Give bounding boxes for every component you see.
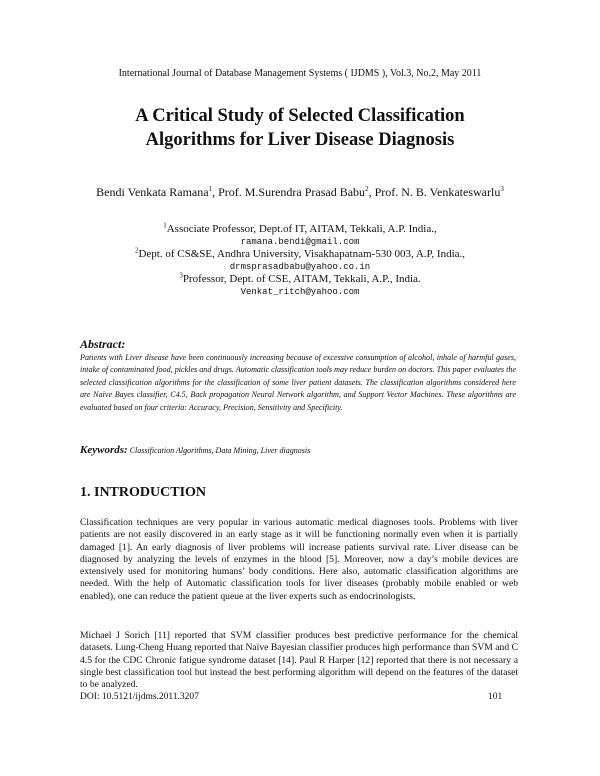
affiliation-3 [20, 273, 580, 286]
author-3-sup: 3 [500, 185, 504, 193]
author-1-sup: 1 [208, 185, 213, 193]
affiliation-3-text: Professor, Dept. of CSE, AITAM, Tekkali, A.P., India. [182, 273, 421, 285]
title-line-2: Algorithms for Liver Disease Diagnosis [145, 130, 455, 150]
keywords [80, 444, 520, 456]
journal-header: International Journal of Database Management Systems ( IJDMS ), Vol.3, No.2, May 2011 [118, 68, 482, 79]
affiliation-3-email: Venkat_ritch@yahoo.com [240, 286, 360, 297]
abstract-text: Patients with Liver disease have been continuously increasing because of excessive consumption of alcohol, inhale of harmful gases, intake of contaminated food, pickles and drugs. Automatic classification tools may reduce burden on doctors. This paper evaluates the selected classification algorithms for the classification of some liver patient datasets. The classification algorithms considered here are Naïve Bayes classifier, C4.5, Back propagation Neural Network algorithm, and Support Vector Machines. These algorithms are evaluated based on four criteria: Accuracy, Precision, Sensitivity and Specificity. [80, 353, 516, 412]
author-1: Bendi Venkata Ramana [96, 185, 209, 199]
introduction-paragraph-2: Michael J Sorich [11] reported that SVM classifier produces best predictive performance for the chemical datasets. Lung-Cheng Huang reported that Naïve Bayesian classifier produces high performance than SVM and C 4.5 for the CDC Chronic fatigue syndrome dataset [14]. Paul R Harper [12] reported that there is not necessary a single best classification tool but instead the best performing algorithm will depend on the features of the dataset to be analyzed. [80, 630, 518, 691]
doi-footer: DOI: 10.5121/ijdms.2011.3207 [80, 692, 199, 702]
section-heading-introduction: 1. INTRODUCTION [80, 485, 207, 500]
keywords-text: Classification Algorithms, Data Mining, Liver diagnosis [129, 446, 311, 455]
author-list [0, 185, 600, 200]
affiliation-3-sup: 3 [179, 271, 183, 280]
keywords-heading: Keywords: [80, 444, 128, 456]
introduction-paragraph-1: Classification techniques are very popular in various automatic medical diagnoses tools. Problems with liver patients are not easily discovered in an early stage as it will be functioning normally even when it is partially damaged [1]. An early diagnosis of liver problems will increase patients survival rate. Liver disease can be diagnosed by analyzing the levels of enzymes in the blood [5]. Moreover, now a day’s mobile devices are extensively used for monitoring humans’ body conditions. Here also, automatic classification algorithms are needed. With the help of Automatic classification tools for liver diseases (probably mobile enabled or web enabled), one can reduce the patient queue at the liver experts such as endocrinologists. [80, 517, 518, 602]
author-3: , Prof. N. B. Venkateswarlu [368, 185, 501, 199]
paper-title [0, 104, 600, 152]
affiliation-1-sup: 1 [163, 221, 167, 230]
affiliation-1-email: ramana.bendi@gmail.com [240, 236, 360, 247]
affiliation-1-text: Associate Professor, Dept.of IT, AITAM, Tekkali, A.P. India., [166, 223, 437, 235]
page-number: 101 [488, 692, 503, 702]
affiliation-2-sup: 2 [134, 246, 139, 255]
affiliation-2-text: Dept. of CS&SE, Andhra University, Visakhapatnam-530 003, A.P, India., [138, 248, 466, 260]
title-line-1: A Critical Study of Selected Classification [135, 106, 465, 126]
abstract-heading: Abstract: [80, 337, 126, 351]
author-2-sup: 2 [365, 185, 369, 193]
author-2: , Prof. M.Surendra Prasad Babu [212, 185, 366, 199]
affiliations [20, 223, 580, 298]
affiliation-2 [20, 248, 580, 261]
affiliation-1 [20, 223, 580, 236]
affiliation-2-email: drmsprasadbabu@yahoo.co.in [229, 261, 371, 272]
